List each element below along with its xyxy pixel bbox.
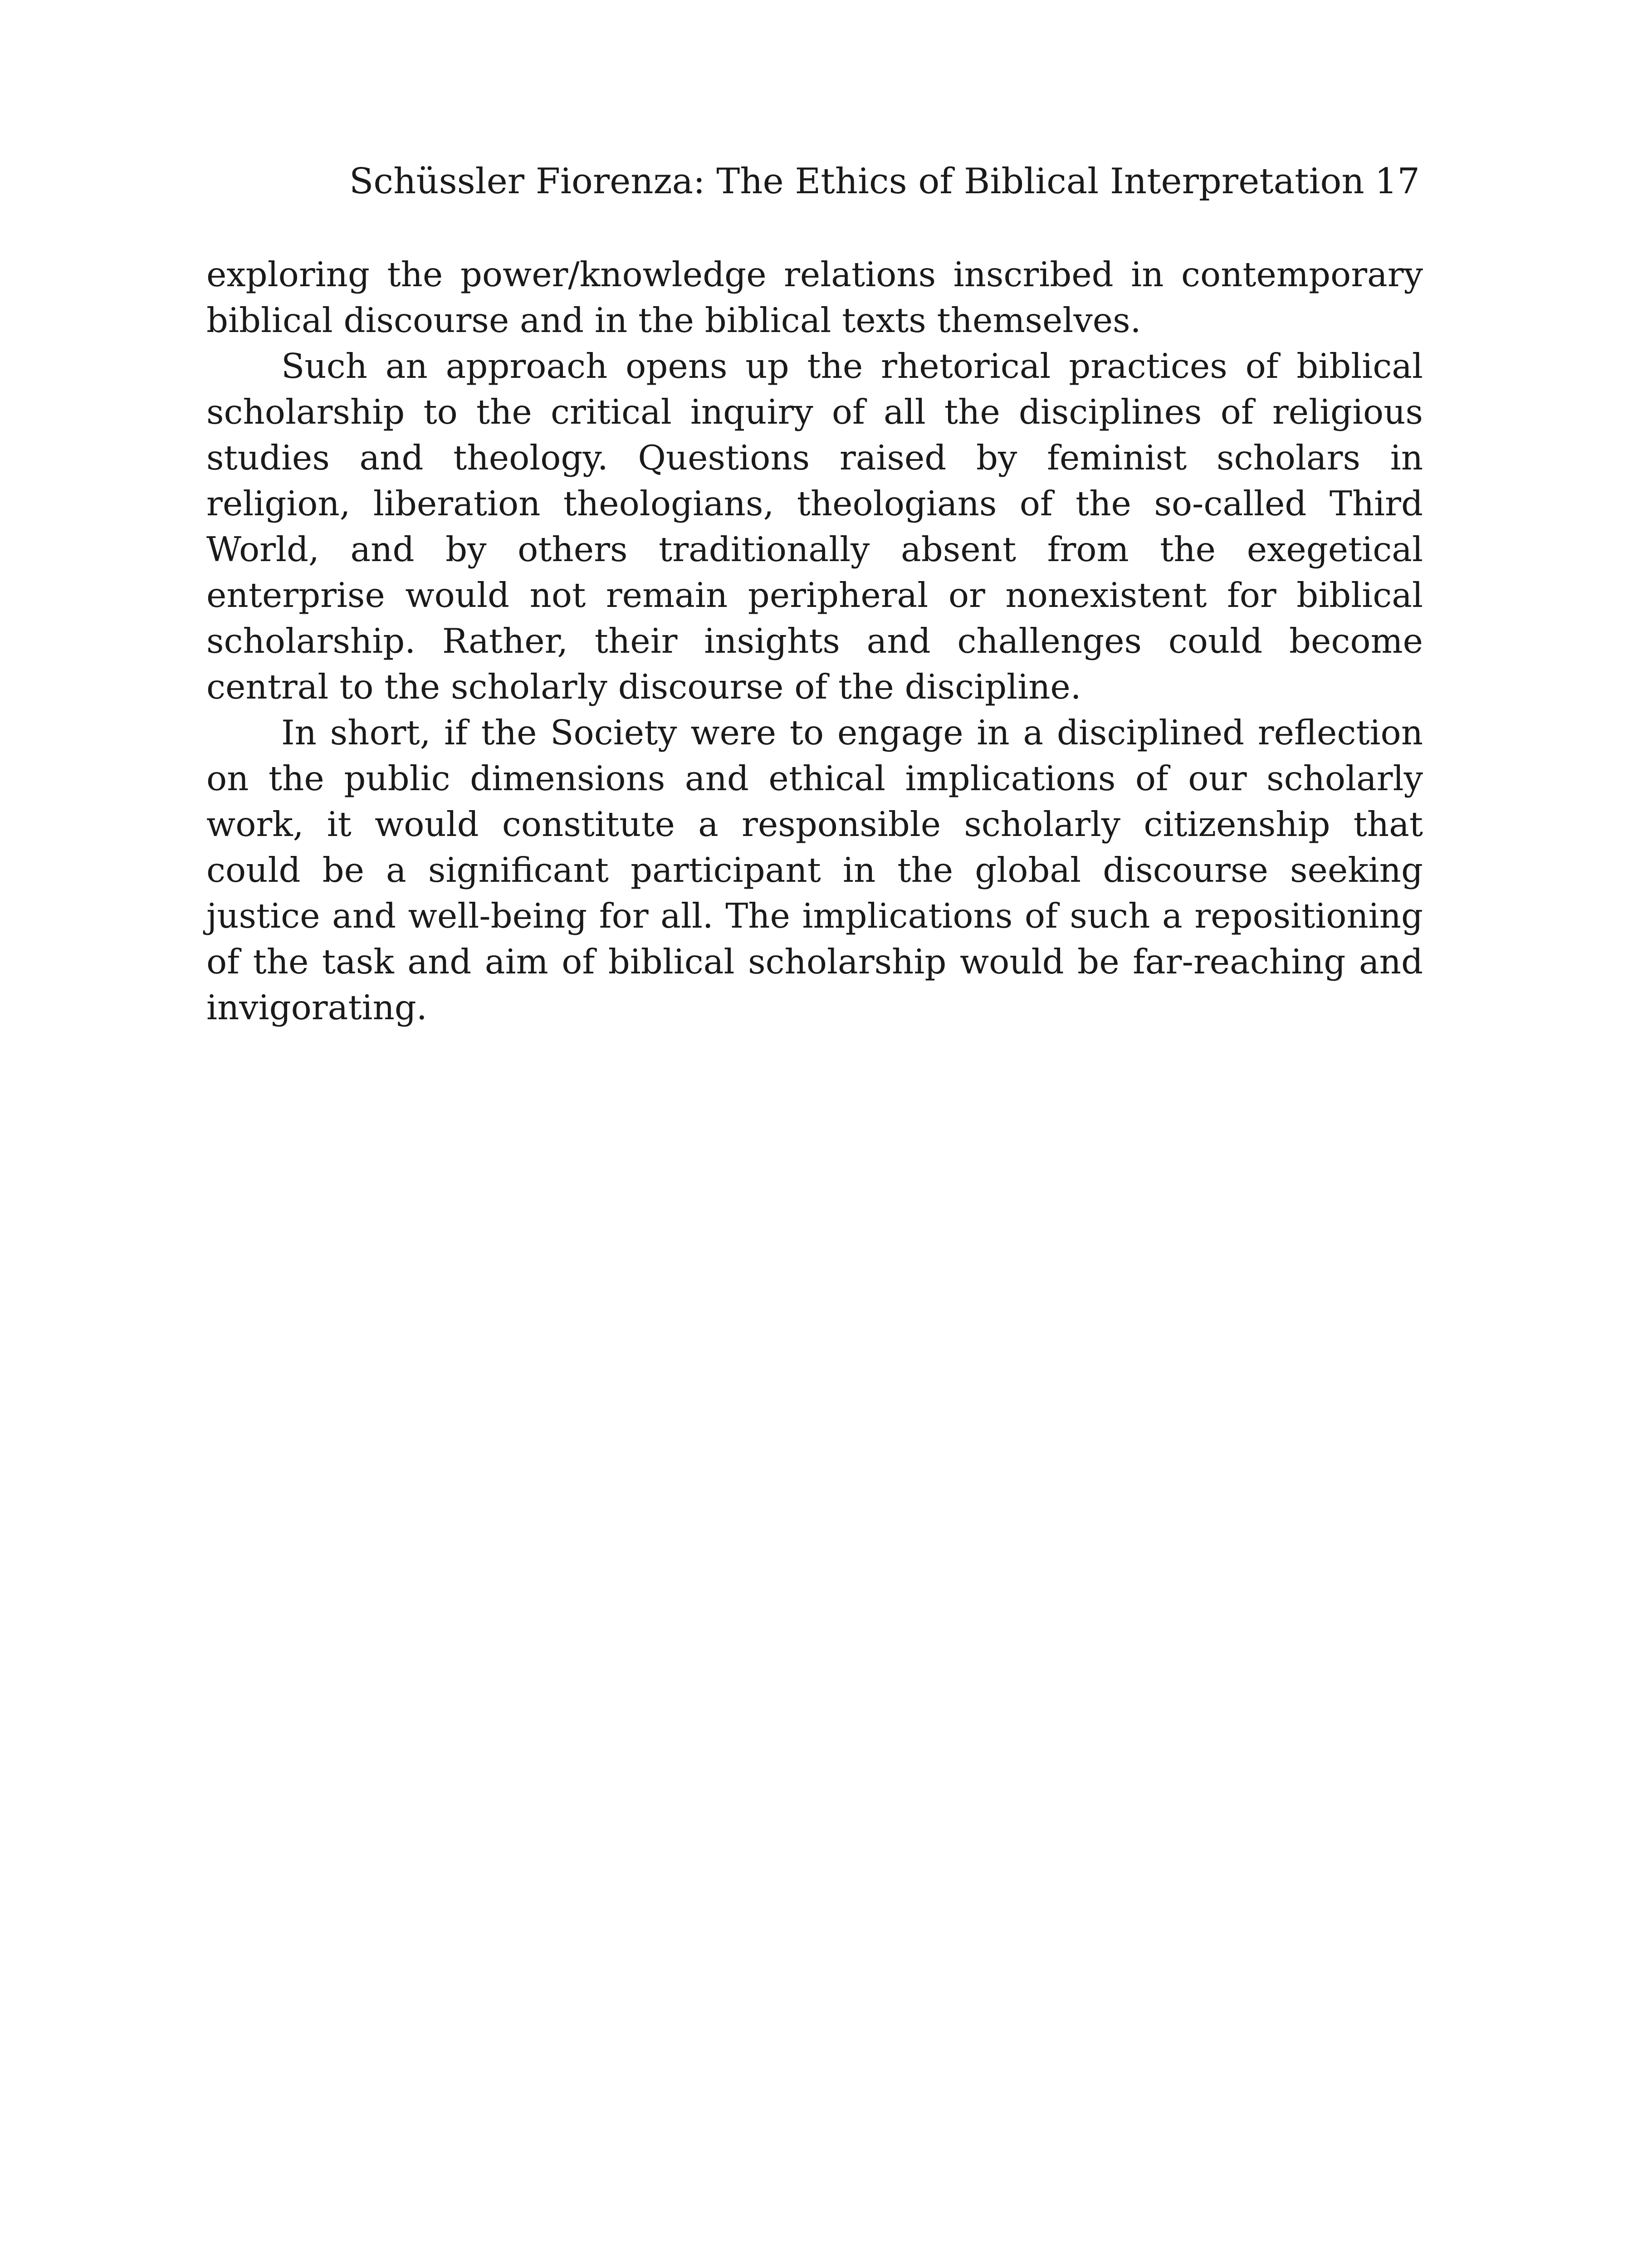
body-text — [206, 252, 1423, 1031]
page-number: 17 — [1374, 161, 1420, 202]
paragraph-scholarly-citizenship: In short, if the Society were to engage in a disciplined reflection on the public dimensions and ethical implications of our scholarly work, it would constitute a responsible scholarly citizenship that could be a significant participant in the global discourse seeking justice and well-being for all. The implications of such a repositioning of the task and aim of biblical scholarship would be far-reaching and invigorating. — [206, 713, 1423, 1027]
paragraph-continuation: exploring the power/knowledge relations inscribed in contemporary biblical discourse and in the biblical texts themselves. — [206, 254, 1423, 340]
running-title: Schüssler Fiorenza: The Ethics of Biblical Interpretation — [349, 161, 1364, 202]
paragraph-rhetorical-practices: Such an approach opens up the rhetorical practices of biblical scholarship to the critical inquiry of all the disciplines of religious studies and theology. Questions raised by feminist scholars in religion, liberation theologians, theologians of the so-called Third World, and by others traditionally absent from the exegetical enterprise would not remain peripheral or nonexistent for biblical scholarship. Rather, their insights and challenges could become central to the scholarly discourse of the discipline. — [206, 346, 1423, 707]
running-head — [349, 161, 1420, 211]
